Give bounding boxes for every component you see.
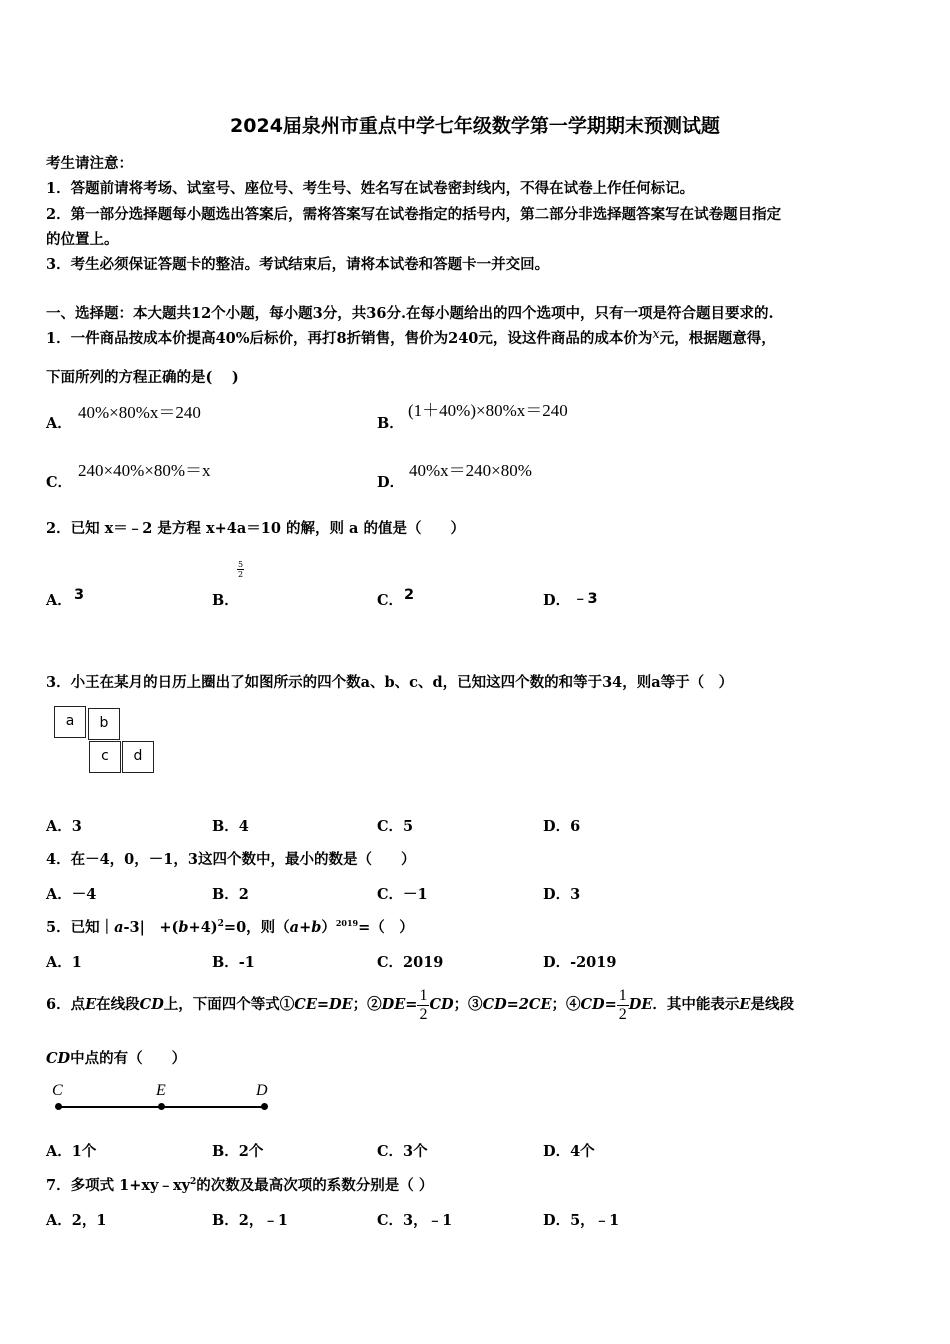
- q2-option-b-denominator: 2: [238, 570, 244, 579]
- notice-item-2: 2．第一部分选择题每小题选出答案后，需将答案写在试卷指定的括号内，第二部分非选择题答案写在试卷题目指定: [46, 206, 782, 223]
- q6-text-4: ；②: [352, 996, 382, 1013]
- q6-eq4-rhs: DE: [628, 996, 653, 1013]
- q6-text-2: 在线段: [96, 996, 140, 1013]
- calendar-cell-a: a: [54, 706, 86, 738]
- q6-text-5: ；③: [453, 996, 483, 1013]
- q4-option-c: C．－1: [377, 886, 428, 903]
- q1-option-d-label: D．: [377, 474, 405, 491]
- q2-option-b-label: B．: [212, 592, 239, 609]
- q6-point-e: E: [85, 996, 97, 1013]
- notice-item-3: 3．考生必须保证答题卡的整洁。考试结束后，请将本试卷和答题卡一并交回。: [46, 256, 550, 273]
- notice-item-1: 1．答题前请将考场、试室号、座位号、考生号、姓名写在试卷密封线内，不得在试卷上作任何标记。: [46, 180, 695, 197]
- q1-var: x: [652, 327, 660, 342]
- point-c-label: C: [52, 1082, 63, 1099]
- q6-text-1: 6．点: [46, 996, 86, 1013]
- q1-option-b-label: B．: [377, 415, 404, 432]
- q6-segment-figure: [50, 1082, 275, 1118]
- q6-eq2-rhs: CD: [429, 996, 454, 1013]
- q7-exponent: 2: [190, 1177, 197, 1188]
- q1-option-c-label: C．: [46, 474, 73, 491]
- q5-exponent-2: 2: [217, 919, 224, 930]
- q6-text-6: ；④: [551, 996, 581, 1013]
- q1-option-d-expr: 40%x＝240×80%: [409, 461, 532, 480]
- point-c-dot: [55, 1103, 62, 1110]
- q2-option-c-label: C．: [377, 592, 404, 609]
- q6-segment-cd: CD: [139, 996, 164, 1013]
- q6-eq4-lhs: CD=: [580, 996, 617, 1013]
- q5-option-a: A．1: [46, 954, 82, 971]
- q5-stem-part5: ）: [321, 919, 336, 936]
- q6-text-7: ．其中能表示: [652, 996, 740, 1013]
- point-d-dot: [261, 1103, 268, 1110]
- q7-option-d: D．5，﹣1: [543, 1212, 620, 1229]
- calendar-cell-d: d: [122, 741, 154, 773]
- q3-stem: 3．小王在某月的日历上圈出了如图所示的四个数a、b、c、d，已知这四个数的和等于34，则a等于（ ）: [46, 674, 734, 691]
- q5-var-b: b: [178, 919, 189, 936]
- q5-stem-part1: 5．已知｜: [46, 919, 115, 936]
- point-e-label: E: [156, 1082, 166, 1099]
- q4-option-d: D．3: [543, 886, 581, 903]
- q7-option-c: C．3，﹣1: [377, 1212, 453, 1229]
- q6-text-8: 是线段: [750, 996, 794, 1013]
- q2-option-d-value: ﹣3: [573, 591, 598, 607]
- q6-option-b: B．2个: [212, 1143, 264, 1160]
- q6-stem-line1: [46, 985, 794, 1025]
- q5-stem-part3: +4): [188, 919, 218, 936]
- q1-option-a-expr: 40%×80%x＝240: [78, 403, 201, 422]
- q5-option-d: D．-2019: [543, 954, 617, 971]
- q3-option-a: A．3: [46, 818, 82, 835]
- notice-heading: 考生请注意：: [46, 155, 133, 172]
- q6-text-3: 上，下面四个等式①: [163, 996, 295, 1013]
- q6-option-a: A．1个: [46, 1143, 97, 1160]
- q5-sum-expr: a+b: [289, 919, 322, 936]
- q6-eq4-denominator: 2: [618, 1005, 627, 1023]
- page-title: 2024届泉州市重点中学七年级数学第一学期期末预测试题: [230, 115, 720, 137]
- q7-stem-part2: 的次数及最高次项的系数分别是（ ）: [196, 1177, 434, 1194]
- q7-stem-part1: 7．多项式 1+xy﹣xy: [46, 1177, 191, 1194]
- calendar-cell-c: c: [89, 741, 121, 773]
- q5-stem-part4: =0，则（: [223, 919, 290, 936]
- q5-var-a: a: [114, 919, 124, 936]
- q6-point-e-2: E: [739, 996, 751, 1013]
- q2-option-a-value: 3: [74, 587, 85, 603]
- q6-eq4-numerator: 1: [618, 986, 627, 1004]
- q2-stem: 2．已知 x＝﹣2 是方程 x+4a＝10 的解，则 a 的值是（ ）: [46, 520, 465, 537]
- q5-exponent-2019: 2019: [335, 918, 359, 929]
- q2-option-b-fraction: [237, 560, 244, 579]
- q2-option-c-value: 2: [404, 587, 415, 603]
- q2-option-a-label: A．: [46, 592, 72, 609]
- q5-stem-part2: -3| +(: [123, 919, 179, 936]
- q2-option-d-label: D．: [543, 592, 571, 609]
- q6-eq2-numerator: 1: [419, 986, 428, 1004]
- point-e-dot: [158, 1103, 165, 1110]
- q5-stem: [46, 916, 414, 937]
- q3-option-d: D．6: [543, 818, 581, 835]
- section-heading: 一、选择题：本大题共12个小题，每小题3分，共36分.在每小题给出的四个选项中，只有一项是符合题目要求的.: [46, 305, 774, 322]
- q6-segment-cd-2: CD: [46, 1050, 71, 1067]
- notice-item-2-cont: 的位置上。: [46, 231, 119, 248]
- q2-option-b-numerator: 5: [238, 560, 244, 569]
- q6-eq2-lhs: DE=: [381, 996, 418, 1013]
- q3-calendar-figure: [54, 706, 158, 776]
- q6-text-9: 中点的有（ ）: [70, 1050, 187, 1067]
- q1-option-b-expr: (1＋40%)×80%x＝240: [408, 401, 568, 420]
- q7-option-a: A．2，1: [46, 1212, 107, 1229]
- q1-option-a-label: A．: [46, 415, 72, 432]
- q6-eq3: CD=2CE: [482, 996, 552, 1013]
- q7-option-b: B．2，﹣1: [212, 1212, 288, 1229]
- calendar-cell-b: b: [88, 708, 120, 740]
- q6-option-d: D．4个: [543, 1143, 595, 1160]
- q7-stem: [46, 1174, 433, 1195]
- q1-stem-line1: [46, 327, 776, 348]
- q6-eq1: CE=DE: [294, 996, 353, 1013]
- q6-stem-line2: [46, 1047, 186, 1068]
- q4-stem: 4．在－4，0，－1，3这四个数中，最小的数是（ ）: [46, 851, 416, 868]
- q1-option-c-expr: 240×40%×80%＝x: [78, 461, 211, 480]
- q1-stem-part1: 1．一件商品按成本价提高40%后标价，再打8折销售，售价为240元，设这件商品的成本价为: [46, 330, 653, 347]
- q4-option-b: B．2: [212, 886, 249, 903]
- point-d-label: D: [256, 1082, 268, 1099]
- q6-eq2-fraction: [417, 987, 429, 1023]
- q6-eq2-denominator: 2: [419, 1005, 428, 1023]
- q3-option-c: C．5: [377, 818, 414, 835]
- q3-option-b: B．4: [212, 818, 249, 835]
- q6-eq4-fraction: [617, 987, 629, 1023]
- q5-stem-part6: =（ ）: [358, 919, 414, 936]
- q5-option-b: B．-1: [212, 954, 255, 971]
- q1-stem-part2: 元，根据题意得，: [659, 330, 776, 347]
- q1-stem-line2: 下面所列的方程正确的是( ): [46, 369, 239, 386]
- q4-option-a: A．－4: [46, 886, 97, 903]
- q6-option-c: C．3个: [377, 1143, 428, 1160]
- q5-option-c: C．2019: [377, 954, 444, 971]
